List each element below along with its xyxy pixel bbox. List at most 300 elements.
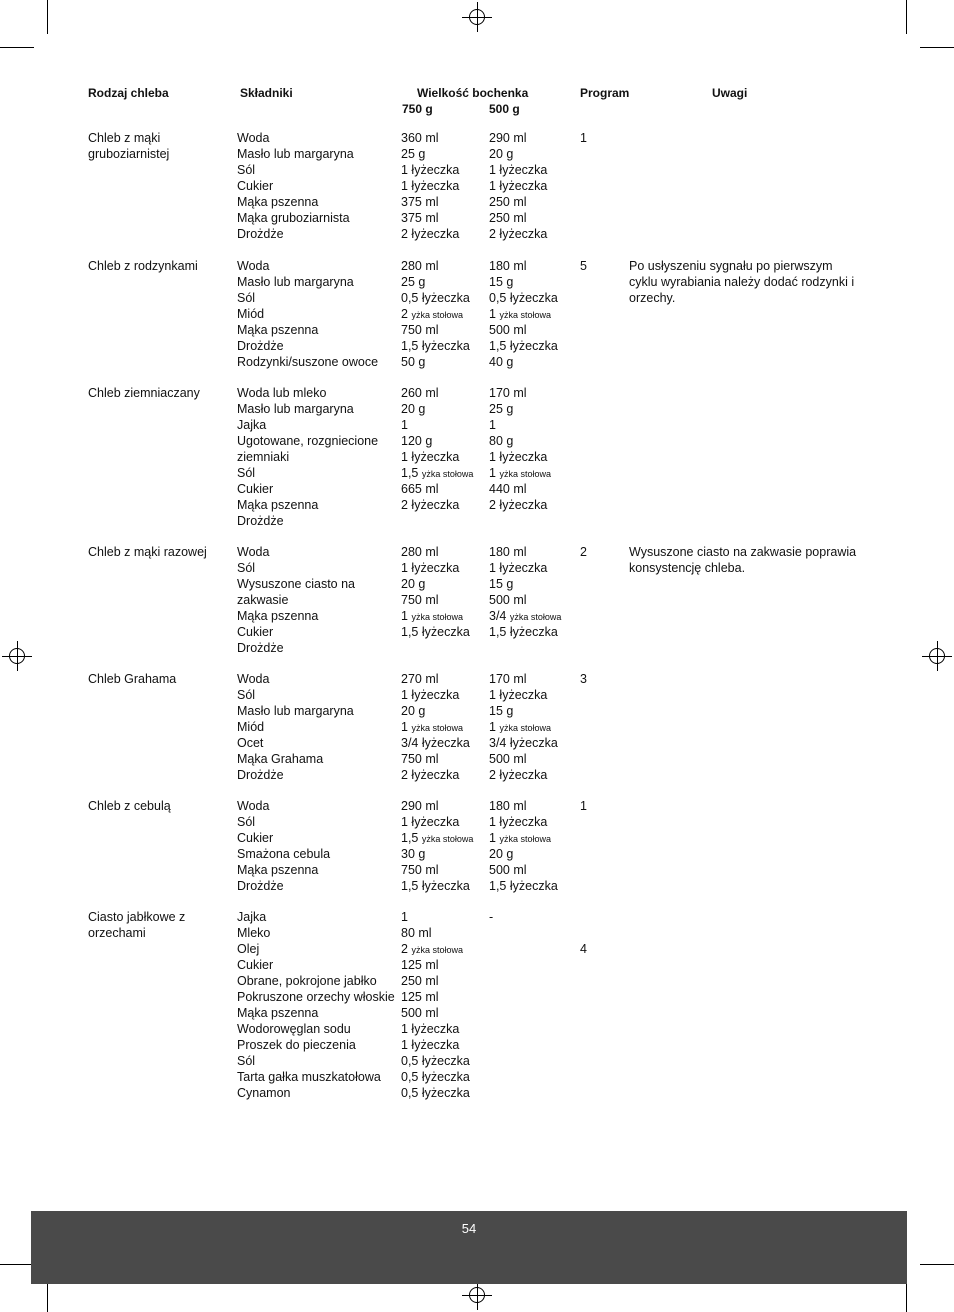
qty-500-line-value: 1 łyżeczka bbox=[489, 815, 548, 829]
ingredients-column bbox=[237, 544, 402, 656]
program-line: 5 bbox=[580, 259, 587, 273]
program-line: 2 bbox=[580, 545, 587, 559]
qty-750-line bbox=[401, 544, 489, 560]
registration-mark-icon bbox=[462, 2, 492, 32]
qty-750-line bbox=[401, 130, 489, 146]
qty-500-line-value: 500 ml bbox=[489, 593, 527, 607]
qty750-column bbox=[401, 258, 489, 370]
ingredient-line: Jajka bbox=[237, 418, 267, 432]
qty-750-line-value: 20 g bbox=[401, 577, 426, 591]
name-column bbox=[88, 544, 233, 560]
qty500-column bbox=[489, 385, 579, 513]
ingredients-column bbox=[237, 258, 402, 370]
qty-500-line bbox=[489, 258, 579, 274]
qty-750-line bbox=[401, 719, 489, 735]
qty-500-line-value: 1 bbox=[489, 831, 500, 845]
qty-500-line-value: 170 ml bbox=[489, 386, 527, 400]
qty-500-line-unit: yżka stołowa bbox=[499, 723, 551, 733]
qty-750-line bbox=[401, 925, 489, 941]
ingredient-line: Mleko bbox=[237, 926, 271, 940]
qty-500-line bbox=[489, 624, 579, 640]
qty750-column bbox=[401, 671, 489, 783]
qty-750-line-value: 1 łyżeczka bbox=[401, 163, 460, 177]
qty-750-line bbox=[401, 338, 489, 354]
qty-750-line-unit: yżka stołowa bbox=[421, 834, 474, 844]
bread-type-line: Chleb Grahama bbox=[88, 672, 177, 686]
ingredient-line: ziemniaki bbox=[237, 450, 290, 464]
qty-500-line-value: 20 g bbox=[489, 847, 514, 861]
qty-500-line-value: 80 g bbox=[489, 434, 514, 448]
qty-750-line-unit: yżka stołowa bbox=[411, 612, 463, 622]
notes-line: Wysuszone ciasto na zakwasie poprawia bbox=[629, 545, 857, 559]
ingredient-line: Cukier bbox=[237, 625, 274, 639]
qty-750-line bbox=[401, 830, 489, 846]
qty-500-line bbox=[489, 306, 579, 322]
qty-500-line-value: 1,5 łyżeczka bbox=[489, 625, 558, 639]
qty-500-line-value: 1,5 łyżeczka bbox=[489, 339, 558, 353]
bread-type-line: orzechami bbox=[88, 926, 146, 940]
qty-750-line-value: 1 bbox=[401, 418, 408, 432]
qty-750-line bbox=[401, 576, 489, 592]
ingredient-line: Sól bbox=[237, 163, 256, 177]
program-column bbox=[580, 909, 620, 957]
qty-750-line-value: 2 łyżeczka bbox=[401, 768, 460, 782]
qty-500-line bbox=[489, 862, 579, 878]
qty-750-line-value: 1 bbox=[401, 609, 412, 623]
qty-500-line-value: 20 g bbox=[489, 147, 514, 161]
qty500-column bbox=[489, 544, 579, 640]
qty-500-line-value: - bbox=[489, 910, 494, 924]
qty-750-line-value: 750 ml bbox=[401, 323, 439, 337]
qty-750-line bbox=[401, 560, 489, 576]
name-column bbox=[88, 909, 233, 941]
qty-500-line-value: 500 ml bbox=[489, 323, 527, 337]
qty500-column bbox=[489, 798, 579, 894]
qty-750-line-value: 1,5 łyżeczka bbox=[401, 625, 470, 639]
ingredient-line: Woda bbox=[237, 545, 270, 559]
ingredient-line: Woda bbox=[237, 259, 270, 273]
qty-500-line bbox=[489, 433, 579, 449]
qty750-column bbox=[401, 544, 489, 640]
qty-750-line-value: 1 łyżeczka bbox=[401, 815, 460, 829]
ingredient-line: Woda bbox=[237, 131, 270, 145]
qty-500-line-unit: yżka stołowa bbox=[509, 612, 562, 622]
qty-750-line bbox=[401, 703, 489, 719]
qty-750-line bbox=[401, 433, 489, 449]
qty750-column bbox=[401, 909, 489, 1101]
qty-500-line bbox=[489, 703, 579, 719]
ingredient-line: Masło lub margaryna bbox=[237, 275, 354, 289]
qty500-column bbox=[489, 671, 579, 783]
qty-750-line-value: 3/4 łyżeczka bbox=[401, 736, 470, 750]
qty-750-line bbox=[401, 814, 489, 830]
ingredient-line: Masło lub margaryna bbox=[237, 402, 354, 416]
qty-750-line-value: 250 ml bbox=[401, 974, 439, 988]
ingredient-line: Cukier bbox=[237, 179, 274, 193]
header-ingredients: Składniki bbox=[240, 86, 293, 100]
ingredient-line: Smażona cebula bbox=[237, 847, 331, 861]
notes-line: orzechy. bbox=[629, 291, 676, 305]
registration-mark-icon bbox=[462, 1280, 492, 1310]
ingredient-line: Masło lub margaryna bbox=[237, 147, 354, 161]
qty-750-line-value: 80 ml bbox=[401, 926, 432, 940]
qty-750-line bbox=[401, 1085, 489, 1101]
qty-750-line-value: 1 łyżeczka bbox=[401, 1022, 460, 1036]
qty-750-line bbox=[401, 194, 489, 210]
qty-500-line-value: 1 łyżeczka bbox=[489, 179, 548, 193]
ingredient-line: Olej bbox=[237, 942, 260, 956]
header-program: Program bbox=[580, 86, 630, 100]
qty-750-line bbox=[401, 751, 489, 767]
qty-750-line-value: 1 łyżeczka bbox=[401, 561, 460, 575]
qty-750-line-value: 1,5 bbox=[401, 466, 422, 480]
ingredient-line: Woda bbox=[237, 799, 270, 813]
qty-500-line-value: 250 ml bbox=[489, 211, 527, 225]
ingredients-column bbox=[237, 385, 402, 529]
ingredient-line: Sól bbox=[237, 1054, 256, 1068]
qty-750-line-value: 20 g bbox=[401, 402, 426, 416]
qty-750-line bbox=[401, 608, 489, 624]
qty750-column bbox=[401, 385, 489, 513]
qty-750-line bbox=[401, 290, 489, 306]
qty-750-line bbox=[401, 989, 489, 1005]
ingredient-line: Mąka pszenna bbox=[237, 498, 319, 512]
name-column bbox=[88, 798, 233, 814]
qty500-column bbox=[489, 130, 579, 242]
qty-750-line bbox=[401, 210, 489, 226]
qty-750-line bbox=[401, 274, 489, 290]
qty-750-line-value: 2 bbox=[401, 942, 412, 956]
qty-500-line-value: 3/4 łyżeczka bbox=[489, 736, 558, 750]
program-column bbox=[580, 130, 620, 146]
program-column bbox=[580, 798, 620, 814]
qty-500-line bbox=[489, 449, 579, 465]
qty-750-line-value: 50 g bbox=[401, 355, 426, 369]
qty-500-line-value: 1 bbox=[489, 466, 500, 480]
bread-type-line: Chleb z mąki razowej bbox=[88, 545, 207, 559]
qty-500-line-value: 500 ml bbox=[489, 752, 527, 766]
qty-500-line bbox=[489, 130, 579, 146]
ingredients-column bbox=[237, 798, 402, 894]
qty-500-line bbox=[489, 322, 579, 338]
qty-500-line-unit: yżka stołowa bbox=[499, 834, 551, 844]
qty-750-line-value: 1 łyżeczka bbox=[401, 1038, 460, 1052]
qty-750-line bbox=[401, 687, 489, 703]
header-bread-type: Rodzaj chleba bbox=[88, 86, 169, 100]
page-footer bbox=[31, 1211, 907, 1284]
qty-500-line-value: 250 ml bbox=[489, 195, 527, 209]
qty-750-line bbox=[401, 449, 489, 465]
qty-500-line-unit: yżka stołowa bbox=[499, 469, 551, 479]
name-column bbox=[88, 258, 233, 274]
qty-500-line-value: 180 ml bbox=[489, 259, 527, 273]
header-notes: Uwagi bbox=[712, 86, 748, 100]
qty-750-line bbox=[401, 322, 489, 338]
qty-750-line bbox=[401, 957, 489, 973]
ingredient-line: Cukier bbox=[237, 958, 274, 972]
program-line: 4 bbox=[580, 942, 587, 956]
qty-750-line-value: 0,5 łyżeczka bbox=[401, 1086, 470, 1100]
qty-750-line-value: 1 bbox=[401, 720, 412, 734]
ingredient-line: Ocet bbox=[237, 736, 264, 750]
qty-500-line-value: 3/4 bbox=[489, 609, 510, 623]
ingredient-line: Cukier bbox=[237, 482, 274, 496]
qty-750-line-value: 290 ml bbox=[401, 799, 439, 813]
qty-500-line bbox=[489, 846, 579, 862]
qty-750-line bbox=[401, 354, 489, 370]
program-line: 1 bbox=[580, 799, 587, 813]
qty-750-line bbox=[401, 146, 489, 162]
crop-mark bbox=[0, 47, 34, 48]
notes-column bbox=[629, 544, 889, 576]
qty-500-line bbox=[489, 178, 579, 194]
qty-750-line bbox=[401, 162, 489, 178]
registration-mark-icon bbox=[2, 641, 32, 671]
qty-750-line-value: 125 ml bbox=[401, 958, 439, 972]
program-line bbox=[580, 925, 620, 941]
qty750-column bbox=[401, 130, 489, 242]
qty-750-line-value: 2 bbox=[401, 307, 412, 321]
qty-500-line bbox=[489, 354, 579, 370]
bread-type-line: Chleb z rodzynkami bbox=[88, 259, 198, 273]
qty-750-line bbox=[401, 671, 489, 687]
qty-750-line-value: 20 g bbox=[401, 704, 426, 718]
qty-500-line bbox=[489, 544, 579, 560]
qty-500-line bbox=[489, 274, 579, 290]
name-column bbox=[88, 130, 233, 162]
qty-500-line-value: 1 bbox=[489, 307, 500, 321]
qty-750-line-value: 280 ml bbox=[401, 545, 439, 559]
ingredient-line: Wysuszone ciasto na bbox=[237, 577, 355, 591]
header-size-500: 500 g bbox=[489, 102, 520, 116]
qty-750-line-value: 30 g bbox=[401, 847, 426, 861]
program-line: 1 bbox=[580, 131, 587, 145]
ingredient-line: Drożdże bbox=[237, 879, 284, 893]
qty-500-line-value: 1 łyżeczka bbox=[489, 688, 548, 702]
ingredient-line: Drożdże bbox=[237, 768, 284, 782]
crop-mark bbox=[0, 1264, 34, 1265]
qty-500-line bbox=[489, 497, 579, 513]
bread-type-line: gruboziarnistej bbox=[88, 147, 170, 161]
ingredient-line: Drożdże bbox=[237, 339, 284, 353]
qty-500-line bbox=[489, 735, 579, 751]
qty-500-line bbox=[489, 798, 579, 814]
qty-500-line-value: 2 łyżeczka bbox=[489, 498, 548, 512]
qty-750-line bbox=[401, 862, 489, 878]
qty-750-line bbox=[401, 306, 489, 322]
qty-500-line bbox=[489, 290, 579, 306]
crop-mark bbox=[47, 0, 48, 34]
qty-750-line-value: 1 bbox=[401, 910, 408, 924]
ingredient-line: Drożdże bbox=[237, 514, 284, 528]
qty-750-line-value: 1 łyżeczka bbox=[401, 179, 460, 193]
ingredient-line: Woda lub mleko bbox=[237, 386, 327, 400]
qty-750-line bbox=[401, 417, 489, 433]
qty-500-line-value: 0,5 łyżeczka bbox=[489, 291, 558, 305]
program-column bbox=[580, 544, 620, 560]
qty-500-line bbox=[489, 338, 579, 354]
qty-750-line bbox=[401, 401, 489, 417]
ingredient-line: Sól bbox=[237, 688, 256, 702]
ingredient-line: Obrane, pokrojone jabłko bbox=[237, 974, 377, 988]
bread-type-line: Chleb z cebulą bbox=[88, 799, 171, 813]
qty-750-line bbox=[401, 1053, 489, 1069]
qty-750-line-value: 500 ml bbox=[401, 1006, 439, 1020]
qty-750-line-value: 0,5 łyżeczka bbox=[401, 1070, 470, 1084]
qty-750-line bbox=[401, 846, 489, 862]
qty-500-line-value: 2 łyżeczka bbox=[489, 768, 548, 782]
qty-500-line bbox=[489, 560, 579, 576]
ingredient-line: Woda bbox=[237, 672, 270, 686]
ingredient-line: Miód bbox=[237, 307, 265, 321]
qty-500-line-value: 15 g bbox=[489, 275, 514, 289]
qty-750-line-value: 280 ml bbox=[401, 259, 439, 273]
qty-500-line-value: 290 ml bbox=[489, 131, 527, 145]
ingredient-line: Wodorowęglan sodu bbox=[237, 1022, 351, 1036]
qty-750-line-value: 375 ml bbox=[401, 211, 439, 225]
qty-500-line-value: 1 łyżeczka bbox=[489, 561, 548, 575]
ingredient-line: Mąka pszenna bbox=[237, 195, 319, 209]
qty-750-line-value: 0,5 łyżeczka bbox=[401, 1054, 470, 1068]
crop-mark bbox=[906, 0, 907, 34]
qty-750-line bbox=[401, 1037, 489, 1053]
qty750-column bbox=[401, 798, 489, 894]
ingredient-line: Proszek do pieczenia bbox=[237, 1038, 356, 1052]
qty-750-line bbox=[401, 624, 489, 640]
registration-mark-icon bbox=[922, 641, 952, 671]
qty-750-line-value: 750 ml bbox=[401, 752, 439, 766]
qty-750-line-value: 125 ml bbox=[401, 990, 439, 1004]
qty-750-line-value: 270 ml bbox=[401, 672, 439, 686]
program-line: 3 bbox=[580, 672, 587, 686]
qty-500-line bbox=[489, 146, 579, 162]
ingredient-line: Jajka bbox=[237, 910, 267, 924]
qty-500-line-value: 1 łyżeczka bbox=[489, 450, 548, 464]
program-line bbox=[580, 909, 620, 925]
qty-500-line-unit: yżka stołowa bbox=[499, 310, 551, 320]
qty-750-line bbox=[401, 973, 489, 989]
ingredient-line: Ugotowane, rozgniecione bbox=[237, 434, 379, 448]
qty-750-line bbox=[401, 1021, 489, 1037]
qty-500-line-value: 25 g bbox=[489, 402, 514, 416]
qty-750-line-value: 1 łyżeczka bbox=[401, 688, 460, 702]
qty-750-line-value: 2 łyżeczka bbox=[401, 227, 460, 241]
qty-500-line bbox=[489, 671, 579, 687]
qty-500-line bbox=[489, 194, 579, 210]
qty-500-line bbox=[489, 465, 579, 481]
qty-500-line-value: 170 ml bbox=[489, 672, 527, 686]
qty-750-line-value: 375 ml bbox=[401, 195, 439, 209]
qty-750-line bbox=[401, 258, 489, 274]
qty-750-line-value: 25 g bbox=[401, 147, 426, 161]
qty-750-line-unit: yżka stołowa bbox=[411, 310, 463, 320]
ingredient-line: Mąka pszenna bbox=[237, 1006, 319, 1020]
qty-750-line-value: 1,5 łyżeczka bbox=[401, 339, 470, 353]
ingredient-line: Cukier bbox=[237, 831, 274, 845]
qty-500-line bbox=[489, 814, 579, 830]
page-number: 54 bbox=[461, 1221, 477, 1236]
qty-750-line bbox=[401, 735, 489, 751]
ingredient-line: Drożdże bbox=[237, 227, 284, 241]
qty-500-line-value: 180 ml bbox=[489, 545, 527, 559]
qty-750-line bbox=[401, 798, 489, 814]
qty-750-line bbox=[401, 1069, 489, 1085]
ingredient-line: Mąka pszenna bbox=[237, 609, 319, 623]
bread-type-line: Chleb z mąki bbox=[88, 131, 161, 145]
header-size-750: 750 g bbox=[402, 102, 433, 116]
qty-750-line-value: 750 ml bbox=[401, 593, 439, 607]
qty-500-line bbox=[489, 909, 579, 925]
ingredient-line: Cynamon bbox=[237, 1086, 291, 1100]
qty-750-line-unit: yżka stołowa bbox=[411, 945, 463, 955]
ingredient-line: Sól bbox=[237, 466, 256, 480]
qty-750-line bbox=[401, 178, 489, 194]
qty-750-line bbox=[401, 909, 489, 925]
qty-750-line bbox=[401, 767, 489, 783]
qty-500-line-value: 440 ml bbox=[489, 482, 527, 496]
crop-mark bbox=[920, 47, 954, 48]
bread-type-line: Chleb ziemniaczany bbox=[88, 386, 200, 400]
notes-column bbox=[629, 258, 889, 306]
program-column bbox=[580, 258, 620, 274]
qty-500-line-value: 40 g bbox=[489, 355, 514, 369]
ingredient-line: Sól bbox=[237, 291, 256, 305]
qty-750-line bbox=[401, 385, 489, 401]
qty-750-line-unit: yżka stołowa bbox=[421, 469, 474, 479]
qty-500-line-value: 1 bbox=[489, 720, 500, 734]
qty-500-line bbox=[489, 401, 579, 417]
qty-750-line-value: 2 łyżeczka bbox=[401, 498, 460, 512]
qty-750-line bbox=[401, 497, 489, 513]
qty-750-line bbox=[401, 1005, 489, 1021]
qty-750-line-value: 665 ml bbox=[401, 482, 439, 496]
ingredient-line: Tarta gałka muszkatołowa bbox=[237, 1070, 381, 1084]
qty-500-line-value: 15 g bbox=[489, 704, 514, 718]
qty-500-line bbox=[489, 592, 579, 608]
crop-mark bbox=[920, 1264, 954, 1265]
qty-750-line bbox=[401, 481, 489, 497]
ingredient-line: Mąka pszenna bbox=[237, 863, 319, 877]
qty-500-line-value: 2 łyżeczka bbox=[489, 227, 548, 241]
ingredient-line: Rodzynki/suszone owoce bbox=[237, 355, 379, 369]
qty-750-line-value: 25 g bbox=[401, 275, 426, 289]
qty500-column bbox=[489, 909, 579, 925]
qty-750-line-value: 750 ml bbox=[401, 863, 439, 877]
ingredient-line: Miód bbox=[237, 720, 265, 734]
ingredient-line: Drożdże bbox=[237, 641, 284, 655]
ingredient-line: Mąka gruboziarnista bbox=[237, 211, 350, 225]
notes-line: Po usłyszeniu sygnału po pierwszym bbox=[629, 259, 833, 273]
ingredient-line: Sól bbox=[237, 815, 256, 829]
qty-500-line-value: 1 bbox=[489, 418, 496, 432]
qty-750-line bbox=[401, 878, 489, 894]
qty-750-line-value: 120 g bbox=[401, 434, 433, 448]
qty-500-line bbox=[489, 687, 579, 703]
qty-750-line bbox=[401, 465, 489, 481]
qty-750-line bbox=[401, 592, 489, 608]
notes-line: cyklu wyrabiania należy dodać rodzynki i bbox=[629, 275, 855, 289]
qty-750-line-value: 1 łyżeczka bbox=[401, 450, 460, 464]
header-loaf-size: Wielkość bochenka bbox=[417, 86, 529, 100]
qty-500-line bbox=[489, 576, 579, 592]
qty-500-line bbox=[489, 162, 579, 178]
ingredients-column bbox=[237, 909, 402, 1101]
qty-500-line bbox=[489, 226, 579, 242]
ingredient-line: Mąka Grahama bbox=[237, 752, 324, 766]
program-column bbox=[580, 671, 620, 687]
bread-type-line: Ciasto jabłkowe z bbox=[88, 910, 186, 924]
ingredients-column bbox=[237, 130, 402, 242]
